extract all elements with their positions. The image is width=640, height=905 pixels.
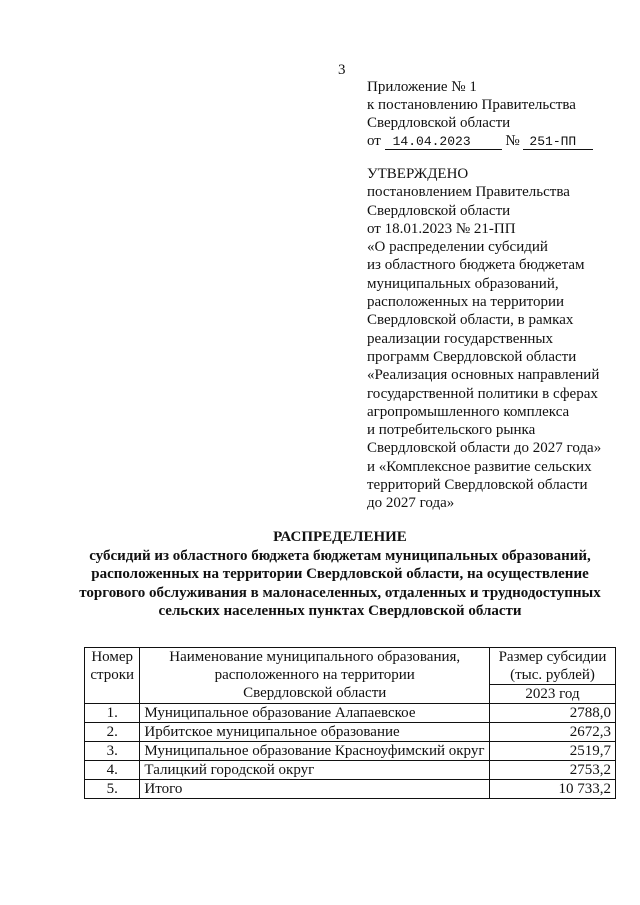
approval-line: из областного бюджета бюджетам xyxy=(367,257,585,274)
approval-line: и потребительского рынка xyxy=(367,422,536,439)
number-sign: № xyxy=(505,133,520,149)
approval-line: и «Комплексное развитие сельских xyxy=(367,458,592,475)
header-subsidy-size xyxy=(490,648,616,704)
header-number-line: строки xyxy=(90,667,135,683)
table-header-row xyxy=(85,648,616,704)
approval-line: постановлением Правительства xyxy=(367,184,570,201)
approval-line: агропромышленного комплекса xyxy=(367,403,570,420)
approval-line: «О распределении субсидий xyxy=(367,239,548,256)
appendix-title: Приложение № 1 xyxy=(367,79,477,95)
date-prefix: от xyxy=(367,133,381,149)
header-municipality xyxy=(140,648,490,704)
municipality-name: Талицкий городской округ xyxy=(140,761,490,780)
header-name-line: расположенного на территории xyxy=(214,667,415,683)
heading-line: торгового обслуживания в малонаселенных, отдаленных и труднодоступных xyxy=(79,584,601,601)
approval-line: «Реализация основных направлений xyxy=(367,367,600,384)
approval-line: расположенных на территории xyxy=(367,294,565,311)
header-row-number xyxy=(85,648,140,704)
table-row xyxy=(85,761,616,780)
header-name-line: Свердловской области xyxy=(243,685,387,701)
appendix-region: Свердловской области xyxy=(367,115,511,131)
row-number: 2. xyxy=(85,723,140,742)
subsidy-value: 2788,0 xyxy=(490,704,616,723)
municipality-name: Муниципальное образование Красноуфимский округ xyxy=(140,742,490,761)
row-number: 3. xyxy=(85,742,140,761)
row-number: 1. xyxy=(85,704,140,723)
approval-line: государственной политики в сферах xyxy=(367,385,598,402)
approval-line: Свердловской области xyxy=(367,202,511,219)
approval-line: реализации государственных xyxy=(367,330,554,347)
approval-line: от 18.01.2023 № 21-ПП xyxy=(367,220,516,237)
table-row xyxy=(85,723,616,742)
approval-line: до 2027 года» xyxy=(367,495,455,512)
header-size-line: Размер субсидии xyxy=(498,649,607,665)
resolution-number: 251-ПП xyxy=(523,135,593,150)
subsidy-value: 2519,7 xyxy=(490,742,616,761)
municipality-name: Итого xyxy=(140,780,490,799)
appendix-reference: к постановлению Правительства xyxy=(367,97,576,113)
subsidy-table xyxy=(84,647,616,799)
appendix-date-line xyxy=(367,132,593,150)
approval-line: муниципальных образований, xyxy=(367,275,559,292)
table-row-total xyxy=(85,780,616,799)
approval-block xyxy=(367,165,601,513)
subsidy-value: 2672,3 xyxy=(490,723,616,742)
approval-line: территорий Свердловской области xyxy=(367,477,588,494)
heading-line: сельских населенных пунктах Свердловской области xyxy=(158,603,522,619)
row-number: 5. xyxy=(85,780,140,799)
approval-title: УТВЕРЖДЕНО xyxy=(367,166,469,182)
approval-line: Свердловской области, в рамках xyxy=(367,312,574,329)
resolution-date: 14.04.2023 xyxy=(385,135,502,150)
heading-title: РАСПРЕДЕЛЕНИЕ xyxy=(273,529,407,545)
document-heading xyxy=(60,528,620,621)
table-row xyxy=(85,704,616,723)
approval-line: Свердловской области до 2027 года» xyxy=(367,440,602,457)
heading-line: субсидий из областного бюджета бюджетам муниципальных образований, xyxy=(89,547,591,564)
subsidy-value: 10 733,2 xyxy=(490,780,616,799)
header-number-line: Номер xyxy=(91,649,134,665)
page-number: 3 xyxy=(338,62,346,78)
subsidy-value: 2753,2 xyxy=(490,761,616,780)
header-size-line: (тыс. рублей) xyxy=(510,667,595,683)
approval-line: программ Свердловской области xyxy=(367,348,577,365)
header-year: 2023 год xyxy=(490,684,615,703)
municipality-name: Ирбитское муниципальное образование xyxy=(140,723,490,742)
header-name-line: Наименование муниципального образования, xyxy=(169,649,461,665)
appendix-block xyxy=(367,78,593,150)
municipality-name: Муниципальное образование Алапаевское xyxy=(140,704,490,723)
heading-line: расположенных на территории Свердловской области, на осуществление xyxy=(91,566,589,582)
row-number: 4. xyxy=(85,761,140,780)
table-row xyxy=(85,742,616,761)
